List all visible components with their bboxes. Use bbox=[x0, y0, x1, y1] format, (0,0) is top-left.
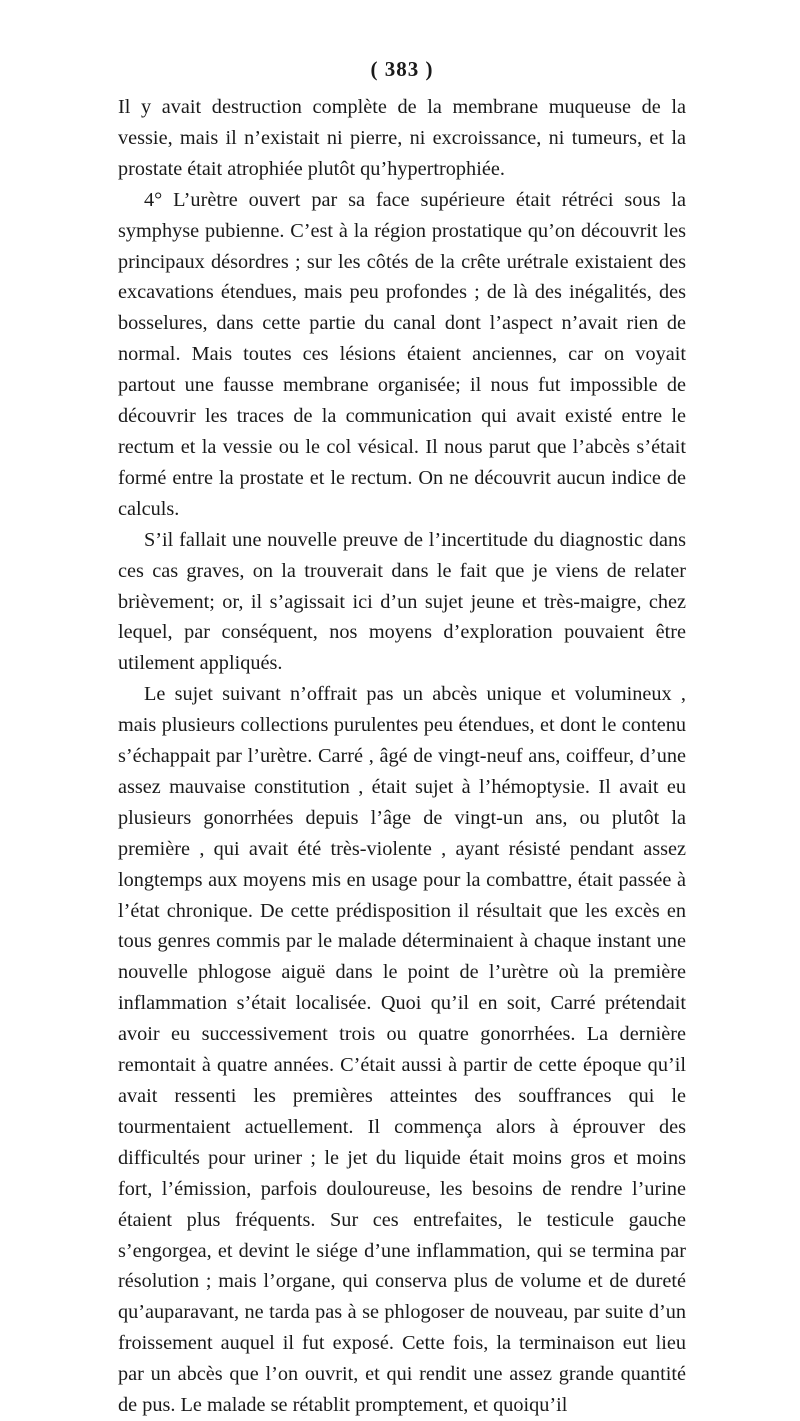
book-page bbox=[118, 52, 686, 1421]
paragraph: S’il fallait une nouvelle preuve de l’incertitude du diagnostic dans ces cas graves, on la trouverait dans le fait que je viens de relater brièvement; or, il s’agissait ici d’un sujet jeune et très-maigre, chez lequel, par conséquent, nos moyens d’exploration pouvaient être utilement appliqués. bbox=[118, 528, 686, 675]
paragraph: 4° L’urètre ouvert par sa face supérieure était rétréci sous la symphyse pubienne. C’est à la région prostatique qu’on découvrit les principaux désordres ; sur les côtés de la crête urétrale existaient des excavations étendues, mais peu profondes ; de là des inégalités, des bosselures, dans cette partie du canal dont l’aspect n’avait rien de normal. Mais toutes ces lésions étaient anciennes, car on voyait partout une fausse membrane organisée; il nous fut impossible de découvrir les traces de la communication qui avait existé entre le rectum et la vessie ou le col vésical. Il nous parut que l’abcès s’était formé entre la prostate et le rectum. On ne découvrit aucun indice de calculs. bbox=[118, 188, 686, 520]
paragraph: Le sujet suivant n’offrait pas un abcès unique et volumineux , mais plusieurs collections purulentes peu étendues, et dont le contenu s’échappait par l’urètre. Carré , âgé de vingt-neuf ans, coiffeur, d’une assez mauvaise constitution , était sujet à l’hémoptysie. Il avait eu plusieurs gonorrhées depuis l’âge de vingt-un ans, ou plutôt la première , qui avait été très-violente , ayant résisté pendant assez longtemps aux moyens mis en usage pour la combattre, était passée à l’état chronique. De cette prédisposition il résultait que les excès en tous genres commis par le malade déterminaient à chaque instant une nouvelle phlogose aiguë dans le point de l’urètre où la première inflammation s’était localisée. Quoi qu’il en soit, Carré prétendait avoir eu successivement trois ou quatre gonorrhées. La dernière remontait à quatre années. C’était aussi à partir de cette époque qu’il avait ressenti les premières atteintes des souffrances qui le tourmentaient actuellement. Il commença alors à éprouver des difficultés pour uriner ; le jet du liquide était moins gros et moins fort, l’émission, parfois douloureuse, les besoins de rendre l’urine étaient plus fréquents. Sur ces entrefaites, le testicule gauche s’engorgea, et devint le siége d’une inflammation, qui se termina par résolution ; mais l’organe, qui conserva plus de volume et de dureté qu’auparavant, ne tarda pas à se phlogoser de nouveau, par suite d’un froissement auquel il fut exposé. Cette fois, la terminaison eut lieu par un abcès que l’on ouvrit, et qui rendit une assez grande quantité de pus. Le malade se rétablit promptement, et quoiqu’il bbox=[118, 683, 686, 1417]
paragraph: Il y avait destruction complète de la membrane muqueuse de la vessie, mais il n’existait ni pierre, ni excroissance, ni tumeurs, et la prostate était atrophiée plutôt qu’hypertrophiée. bbox=[118, 96, 686, 180]
page-number: ( 383 ) bbox=[370, 57, 434, 81]
body-text bbox=[118, 92, 686, 1421]
